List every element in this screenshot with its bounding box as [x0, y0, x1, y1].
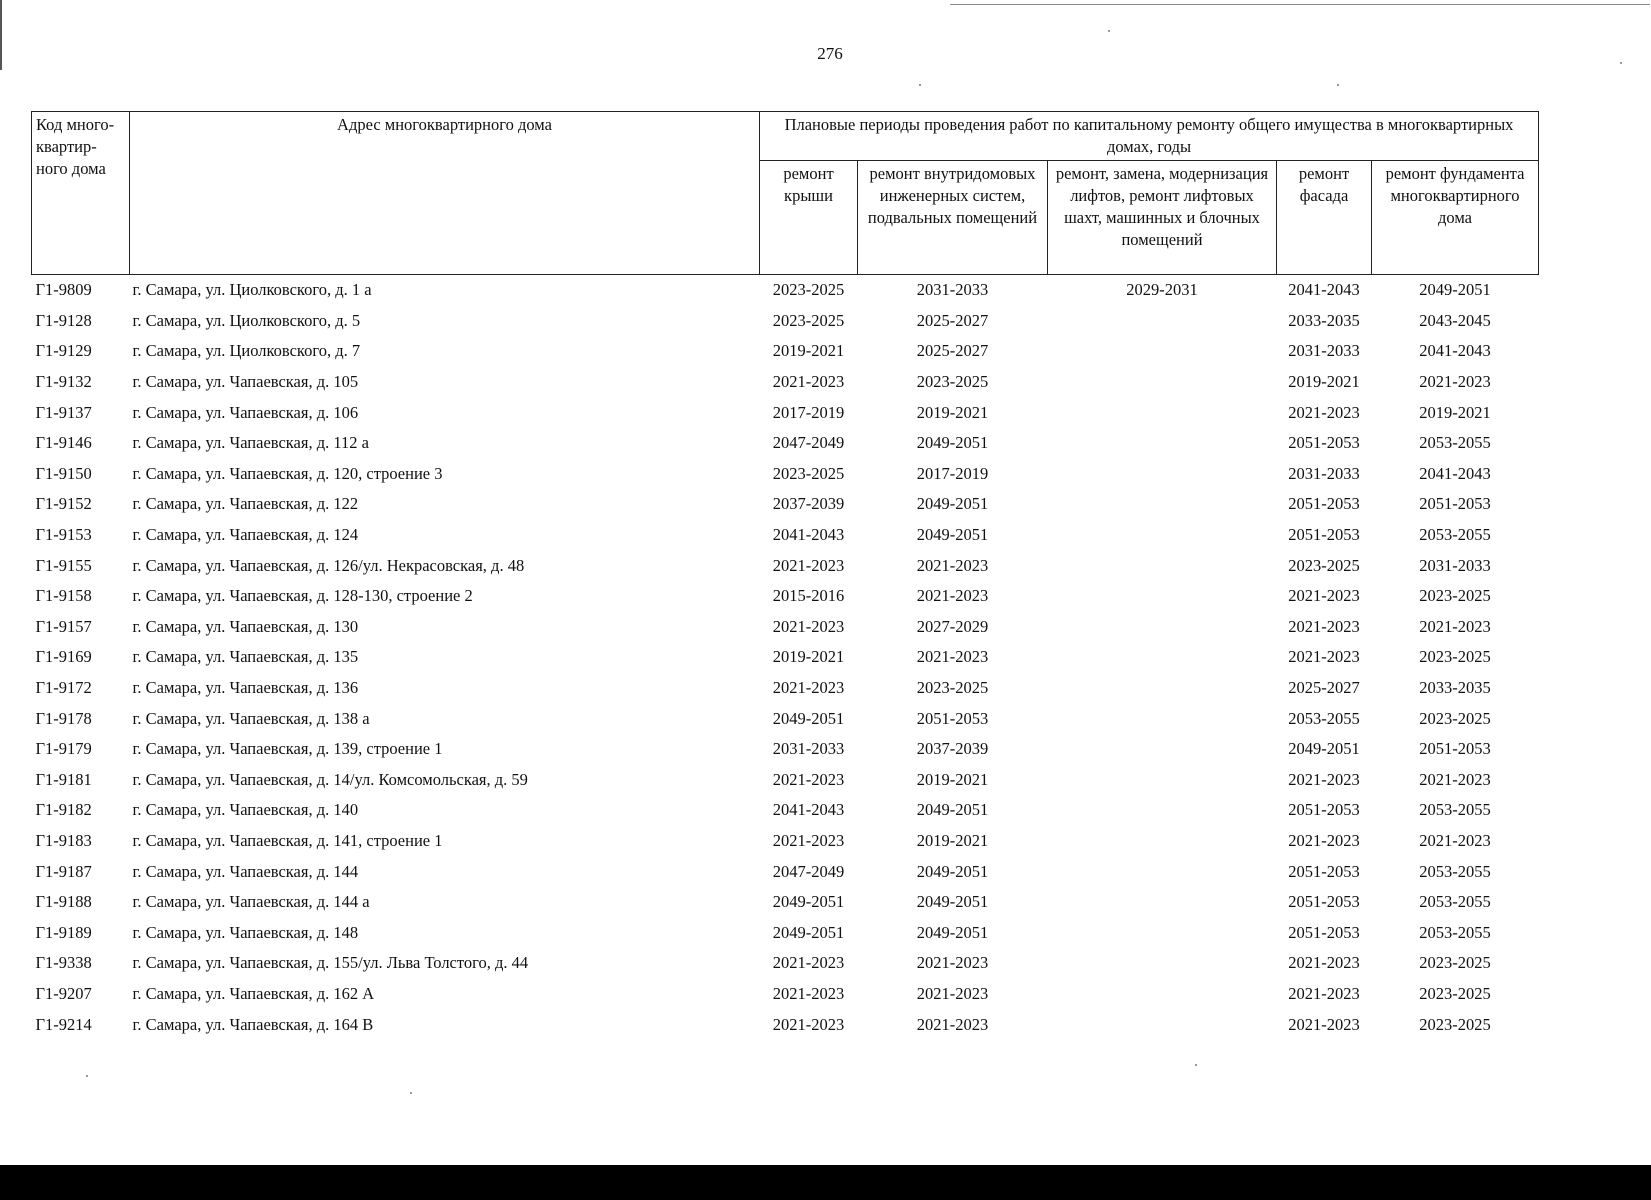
- header-address: Адрес многоквартирного дома: [130, 112, 760, 275]
- row-elevators: [1048, 673, 1277, 704]
- header-elevators: ремонт, замена, модернизация лифтов, ремонт лифтовых шахт, машинных и блочных помещений: [1048, 161, 1277, 275]
- row-code: Г1-9809: [35, 280, 92, 300]
- row-address: г. Самара, ул. Чапаевская, д. 138 а: [132, 708, 370, 728]
- row-code: Г1-9128: [35, 310, 92, 330]
- row-address: г. Самара, ул. Чапаевская, д. 155/ул. Льва Толстого, д. 44: [132, 953, 529, 973]
- row-foundation: 2021-2023: [1419, 830, 1491, 850]
- row-foundation: 2023-2025: [1419, 953, 1491, 973]
- row-elevators: [1048, 856, 1277, 887]
- row-code: Г1-9214: [35, 1014, 92, 1034]
- row-code: Г1-9153: [35, 525, 92, 545]
- row-code: Г1-9187: [35, 861, 92, 881]
- table-header-row: [32, 112, 1539, 161]
- row-facade: 2021-2023: [1288, 983, 1360, 1003]
- row-code: Г1-9183: [35, 830, 92, 850]
- row-roof: 2019-2021: [772, 647, 845, 667]
- row-foundation: 2019-2021: [1419, 402, 1491, 422]
- row-elevators: [1048, 979, 1277, 1010]
- row-elevators: [1048, 581, 1277, 612]
- row-address: г. Самара, ул. Чапаевская, д. 144 а: [132, 892, 370, 912]
- row-engineering: 2049-2051: [916, 892, 989, 912]
- table-row: [32, 428, 1539, 459]
- capital-repair-table: [31, 111, 1539, 1040]
- row-facade: 2033-2035: [1288, 310, 1360, 330]
- row-address: г. Самара, ул. Чапаевская, д. 141, строение 1: [132, 830, 443, 850]
- row-address: г. Самара, ул. Чапаевская, д. 164 В: [132, 1014, 374, 1034]
- row-code: Г1-9129: [35, 341, 92, 361]
- row-engineering: 2019-2021: [916, 830, 989, 850]
- row-elevators: [1048, 367, 1277, 398]
- scan-speck: [1620, 62, 1622, 64]
- table-row: [32, 367, 1539, 398]
- row-facade: 2051-2053: [1288, 861, 1360, 881]
- row-foundation: 2053-2055: [1419, 922, 1491, 942]
- row-facade: 2049-2051: [1288, 739, 1360, 759]
- row-foundation: 2051-2053: [1419, 494, 1491, 514]
- row-facade: 2021-2023: [1288, 953, 1360, 973]
- row-elevators: [1048, 612, 1277, 643]
- row-code: Г1-9150: [35, 463, 92, 483]
- row-foundation: 2049-2051: [1419, 280, 1491, 300]
- row-elevators: [1048, 642, 1277, 673]
- row-roof: 2021-2023: [772, 678, 845, 698]
- table-row: [32, 826, 1539, 857]
- row-foundation: 2021-2023: [1419, 769, 1491, 789]
- table-row: [32, 459, 1539, 490]
- row-roof: 2021-2023: [772, 372, 845, 392]
- row-roof: 2023-2025: [772, 463, 845, 483]
- row-elevators: [1048, 703, 1277, 734]
- row-engineering: 2049-2051: [916, 525, 989, 545]
- row-code: Г1-9182: [35, 800, 92, 820]
- table-row: [32, 336, 1539, 367]
- row-engineering: 2023-2025: [916, 678, 989, 698]
- row-facade: 2051-2053: [1288, 433, 1360, 453]
- row-facade: 2051-2053: [1288, 525, 1360, 545]
- row-roof: 2023-2025: [772, 280, 845, 300]
- row-code: Г1-9189: [35, 922, 92, 942]
- row-address: г. Самара, ул. Чапаевская, д. 130: [132, 616, 359, 636]
- table-row: [32, 917, 1539, 948]
- scan-speck: [1337, 84, 1339, 86]
- row-engineering: 2049-2051: [916, 800, 989, 820]
- row-facade: 2025-2027: [1288, 678, 1360, 698]
- row-elevators: [1048, 887, 1277, 918]
- row-code: Г1-9178: [35, 708, 92, 728]
- row-foundation: 2033-2035: [1419, 678, 1491, 698]
- row-roof: 2019-2021: [772, 341, 845, 361]
- row-roof: 2015-2016: [772, 586, 845, 606]
- row-engineering: 2021-2023: [916, 953, 989, 973]
- row-roof: 2021-2023: [772, 769, 845, 789]
- row-facade: 2023-2025: [1288, 555, 1360, 575]
- row-roof: 2037-2039: [772, 494, 845, 514]
- scan-speck: [410, 1092, 412, 1094]
- row-elevators: [1048, 306, 1277, 337]
- row-code: Г1-9137: [35, 402, 92, 422]
- row-elevators: [1048, 734, 1277, 765]
- row-roof: 2031-2033: [772, 739, 845, 759]
- row-foundation: 2023-2025: [1419, 983, 1491, 1003]
- row-code: Г1-9146: [35, 433, 92, 453]
- row-elevators: [1048, 765, 1277, 796]
- row-roof: 2021-2023: [772, 953, 845, 973]
- row-facade: 2053-2055: [1288, 708, 1360, 728]
- table-row: [32, 979, 1539, 1010]
- row-address: г. Самара, ул. Чапаевская, д. 124: [132, 525, 359, 545]
- row-engineering: 2027-2029: [916, 616, 989, 636]
- row-elevators: [1048, 459, 1277, 490]
- row-facade: 2019-2021: [1288, 372, 1360, 392]
- row-facade: 2021-2023: [1288, 586, 1360, 606]
- row-address: г. Самара, ул. Циолковского, д. 5: [132, 310, 361, 330]
- header-periods-group: Плановые периоды проведения работ по капитальному ремонту общего имущества в многоквартирных домах, годы: [760, 112, 1539, 161]
- row-elevators: [1048, 948, 1277, 979]
- row-address: г. Самара, ул. Чапаевская, д. 128-130, строение 2: [132, 586, 473, 606]
- table-row: [32, 489, 1539, 520]
- row-foundation: 2053-2055: [1419, 433, 1491, 453]
- row-facade: 2051-2053: [1288, 892, 1360, 912]
- table-row: [32, 275, 1539, 306]
- row-foundation: 2043-2045: [1419, 310, 1491, 330]
- row-address: г. Самара, ул. Чапаевская, д. 136: [132, 678, 359, 698]
- scan-top-line: [950, 4, 1650, 5]
- row-engineering: 2025-2027: [916, 310, 989, 330]
- row-engineering: 2031-2033: [916, 280, 989, 300]
- row-code: Г1-9158: [35, 586, 92, 606]
- row-code: Г1-9181: [35, 769, 92, 789]
- row-foundation: 2021-2023: [1419, 616, 1491, 636]
- row-roof: 2021-2023: [772, 616, 845, 636]
- table-row: [32, 550, 1539, 581]
- row-foundation: 2053-2055: [1419, 892, 1491, 912]
- row-roof: 2023-2025: [772, 310, 845, 330]
- row-roof: 2021-2023: [772, 1014, 845, 1034]
- header-roof: ремонт крыши: [760, 161, 858, 275]
- row-foundation: 2041-2043: [1419, 463, 1491, 483]
- row-foundation: 2031-2033: [1419, 555, 1491, 575]
- row-code: Г1-9207: [35, 983, 92, 1003]
- row-foundation: 2041-2043: [1419, 341, 1491, 361]
- row-foundation: 2023-2025: [1419, 647, 1491, 667]
- row-engineering: 2021-2023: [916, 1014, 989, 1034]
- table-row: [32, 520, 1539, 551]
- row-facade: 2021-2023: [1288, 769, 1360, 789]
- row-address: г. Самара, ул. Чапаевская, д. 144: [132, 861, 359, 881]
- header-engineering: ремонт внутридомовых инженерных систем, подвальных помещений: [858, 161, 1048, 275]
- row-facade: 2051-2053: [1288, 800, 1360, 820]
- row-engineering: 2049-2051: [916, 433, 989, 453]
- row-elevators: 2029-2031: [1126, 280, 1198, 300]
- row-code: Г1-9338: [35, 953, 92, 973]
- row-engineering: 2019-2021: [916, 769, 989, 789]
- row-engineering: 2021-2023: [916, 647, 989, 667]
- table-row: [32, 306, 1539, 337]
- row-roof: 2049-2051: [772, 892, 845, 912]
- scan-speck: [86, 1075, 88, 1077]
- row-roof: 2041-2043: [772, 525, 845, 545]
- scan-speck: [1195, 1064, 1197, 1066]
- row-address: г. Самара, ул. Чапаевская, д. 148: [132, 922, 359, 942]
- row-foundation: 2053-2055: [1419, 861, 1491, 881]
- row-address: г. Самара, ул. Чапаевская, д. 122: [132, 494, 359, 514]
- row-engineering: 2021-2023: [916, 586, 989, 606]
- row-foundation: 2023-2025: [1419, 586, 1491, 606]
- row-roof: 2021-2023: [772, 830, 845, 850]
- row-engineering: 2021-2023: [916, 983, 989, 1003]
- row-roof: 2041-2043: [772, 800, 845, 820]
- table-row: [32, 948, 1539, 979]
- row-roof: 2047-2049: [772, 433, 845, 453]
- row-engineering: 2021-2023: [916, 555, 989, 575]
- row-code: Г1-9179: [35, 739, 92, 759]
- row-elevators: [1048, 550, 1277, 581]
- row-elevators: [1048, 917, 1277, 948]
- table-row: [32, 856, 1539, 887]
- row-elevators: [1048, 795, 1277, 826]
- row-roof: 2049-2051: [772, 708, 845, 728]
- row-facade: 2021-2023: [1288, 616, 1360, 636]
- row-facade: 2021-2023: [1288, 1014, 1360, 1034]
- row-engineering: 2049-2051: [916, 922, 989, 942]
- row-address: г. Самара, ул. Чапаевская, д. 139, строение 1: [132, 739, 443, 759]
- row-code: Г1-9132: [35, 372, 92, 392]
- row-engineering: 2019-2021: [916, 402, 989, 422]
- row-facade: 2051-2053: [1288, 922, 1360, 942]
- row-engineering: 2037-2039: [916, 739, 989, 759]
- row-address: г. Самара, ул. Чапаевская, д. 126/ул. Некрасовская, д. 48: [132, 555, 525, 575]
- header-facade: ремонт фасада: [1277, 161, 1372, 275]
- row-engineering: 2049-2051: [916, 861, 989, 881]
- table-row: [32, 1009, 1539, 1040]
- row-address: г. Самара, ул. Чапаевская, д. 135: [132, 647, 359, 667]
- table-row: [32, 734, 1539, 765]
- scan-speck: [1108, 30, 1110, 32]
- row-elevators: [1048, 397, 1277, 428]
- row-address: г. Самара, ул. Циолковского, д. 1 а: [132, 280, 372, 300]
- row-engineering: 2023-2025: [916, 372, 989, 392]
- row-address: г. Самара, ул. Чапаевская, д. 106: [132, 402, 359, 422]
- row-roof: 2047-2049: [772, 861, 845, 881]
- page-number: 276: [817, 44, 843, 63]
- row-code: Г1-9172: [35, 678, 92, 698]
- row-elevators: [1048, 1009, 1277, 1040]
- row-elevators: [1048, 336, 1277, 367]
- row-address: г. Самара, ул. Чапаевская, д. 120, строение 3: [132, 463, 443, 483]
- row-address: г. Самара, ул. Циолковского, д. 7: [132, 341, 361, 361]
- row-foundation: 2051-2053: [1419, 739, 1491, 759]
- row-elevators: [1048, 428, 1277, 459]
- row-engineering: 2017-2019: [916, 463, 989, 483]
- row-elevators: [1048, 489, 1277, 520]
- row-elevators: [1048, 826, 1277, 857]
- row-address: г. Самара, ул. Чапаевская, д. 112 а: [132, 433, 369, 453]
- scan-speck: [919, 84, 921, 86]
- row-code: Г1-9188: [35, 892, 92, 912]
- row-facade: 2041-2043: [1288, 280, 1360, 300]
- table-row: [32, 765, 1539, 796]
- row-address: г. Самара, ул. Чапаевская, д. 140: [132, 800, 359, 820]
- row-foundation: 2053-2055: [1419, 800, 1491, 820]
- table-row: [32, 612, 1539, 643]
- row-foundation: 2023-2025: [1419, 708, 1491, 728]
- row-address: г. Самара, ул. Чапаевская, д. 105: [132, 372, 359, 392]
- table-row: [32, 397, 1539, 428]
- table-row: [32, 795, 1539, 826]
- row-foundation: 2053-2055: [1419, 525, 1491, 545]
- row-foundation: 2023-2025: [1419, 1014, 1491, 1034]
- table-row: [32, 581, 1539, 612]
- row-facade: 2031-2033: [1288, 341, 1360, 361]
- row-roof: 2021-2023: [772, 555, 845, 575]
- row-address: г. Самара, ул. Чапаевская, д. 162 А: [132, 983, 375, 1003]
- row-facade: 2031-2033: [1288, 463, 1360, 483]
- row-code: Г1-9157: [35, 616, 92, 636]
- row-roof: 2017-2019: [772, 402, 845, 422]
- row-facade: 2021-2023: [1288, 402, 1360, 422]
- row-code: Г1-9169: [35, 647, 92, 667]
- header-code: Код много-квартир-ного дома: [32, 112, 130, 275]
- row-code: Г1-9155: [35, 555, 92, 575]
- row-roof: 2049-2051: [772, 922, 845, 942]
- header-foundation: ремонт фундамента многоквартирного дома: [1372, 161, 1539, 275]
- table-row: [32, 703, 1539, 734]
- row-engineering: 2049-2051: [916, 494, 989, 514]
- table-row: [32, 673, 1539, 704]
- row-engineering: 2025-2027: [916, 341, 989, 361]
- row-roof: 2021-2023: [772, 983, 845, 1003]
- row-facade: 2021-2023: [1288, 830, 1360, 850]
- row-address: г. Самара, ул. Чапаевская, д. 14/ул. Комсомольская, д. 59: [132, 769, 528, 789]
- table-row: [32, 642, 1539, 673]
- row-foundation: 2021-2023: [1419, 372, 1491, 392]
- table-row: [32, 887, 1539, 918]
- row-facade: 2051-2053: [1288, 494, 1360, 514]
- row-facade: 2021-2023: [1288, 647, 1360, 667]
- row-elevators: [1048, 520, 1277, 551]
- row-engineering: 2051-2053: [916, 708, 989, 728]
- scan-bottom-bar: [0, 1165, 1651, 1200]
- row-code: Г1-9152: [35, 494, 92, 514]
